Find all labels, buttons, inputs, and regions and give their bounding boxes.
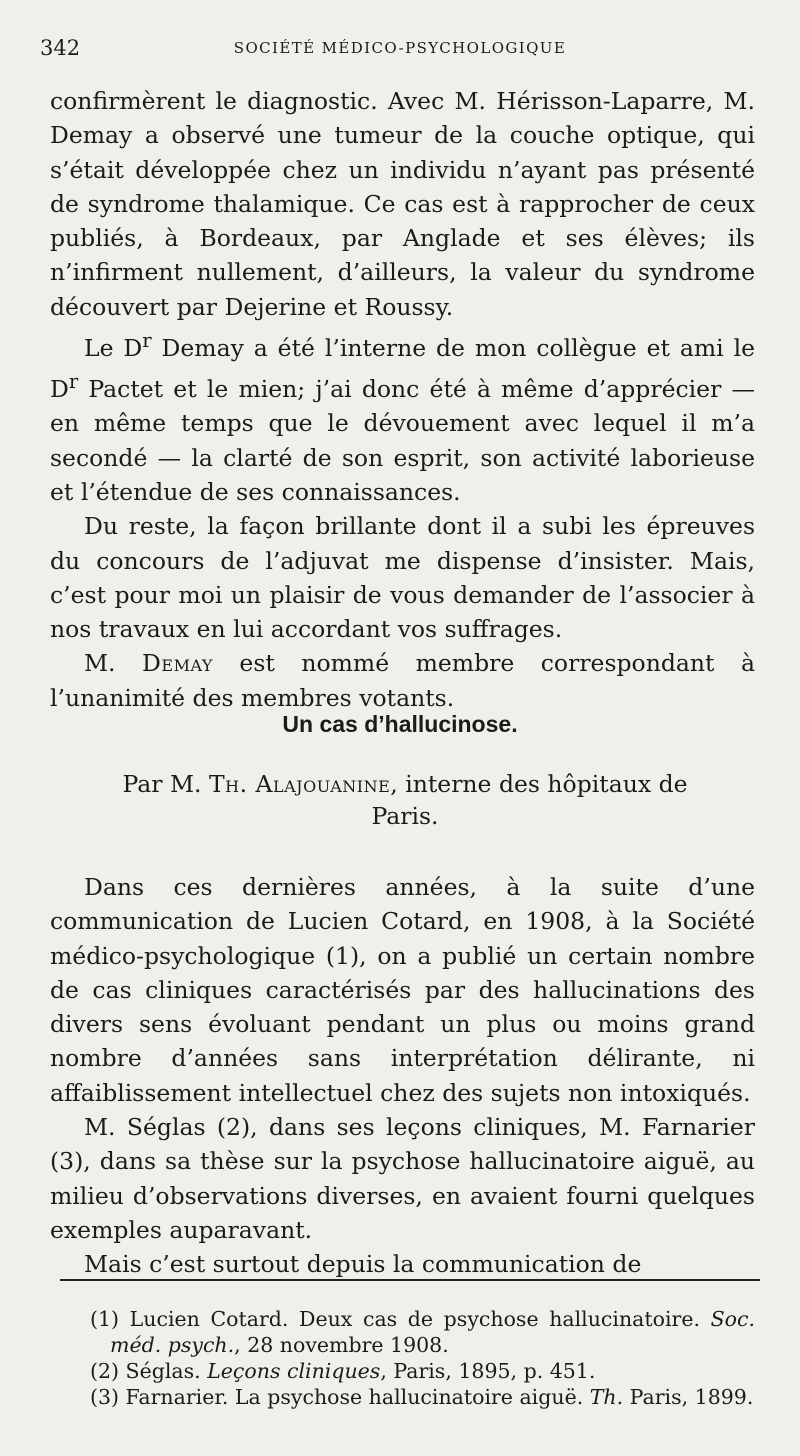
paragraph-concours: Du reste, la façon brillante dont il a subi les épreuves du concours de l’adjuvat me dispense d’insister. Mais, c’est pour moi un plaisir de vous demander de l’associer à nos travaux en lui accordant vos suffrages. <box>50 512 755 644</box>
running-head: SOCIÉTÉ MÉDICO-PSYCHOLOGIQUE <box>233 39 567 57</box>
author-name: Th. Alajouanine <box>208 770 391 798</box>
footnote-2: (2) Séglas. Leçons cliniques, Paris, 1895, p. 451. <box>90 1359 596 1383</box>
footnote-rule <box>60 1279 760 1281</box>
paragraph-seglas: M. Séglas (2), dans ses leçons cliniques, M. Farnarier (3), dans sa thèse sur la psychose hallucinatoire aiguë, au milieu d’observations diverses, en avaient fourni quelques exemples auparavant. <box>50 1113 755 1244</box>
paragraph-diagnostic: confirmèrent le diagnostic. Avec M. Hérisson-Laparre, M. Demay a observé une tumeur de la couche optique, qui s’était développée chez un individu n’ayant pas présenté de syndrome thalamique. Ce cas est à rapprocher de ceux publiés, à Bordeaux, par Anglade et ses élèves; ils n’infirment nullement, d’ailleurs, la valeur du syndrome découvert par Dejerine et Roussy. <box>50 87 755 321</box>
footnotes <box>90 1306 755 1410</box>
page-number: 342 <box>40 36 81 60</box>
page-header <box>40 36 760 66</box>
footnote-1: (1) Lucien Cotard. Deux cas de psychose hallucinatoire. Soc. méd. psych., 28 novembre 1908. <box>90 1307 755 1357</box>
article-title: Un cas d’hallucinose. <box>282 711 518 737</box>
preceding-section <box>50 84 755 715</box>
paragraph-election: M. Demay est nommé membre correspondant à l’unanimité des membres votants. <box>50 649 755 712</box>
paragraph-introduction: Dans ces dernières années, à la suite d’une communication de Lucien Cotard, en 1908, à la Société médico-psychologique (1), on a publié un certain nombre de cas cliniques caractérisés par des hallucinations des divers sens évoluant pendant un plus ou moins grand nombre d’années sans interprétation délirante, ni affaiblissement intellectuel chez des sujets non intoxiqués. <box>50 873 755 1107</box>
paragraph-continuation: Mais c’est surtout depuis la communication de <box>84 1250 642 1279</box>
article-body <box>50 870 755 1282</box>
article-byline: Par M. Th. Alajouanine, interne des hôpitaux de Paris. <box>122 770 688 830</box>
paragraph-demay-interne: Le $D^r$ Demay a été l’interne de mon collègue et ami le $D^r$ Pactet et le mien; j’ai donc été à même d’apprécier — en même temps que le dévouement avec lequel il m’a secondé — la clarté de son esprit, son activité laborieuse et l’étendue de ses connaissances. <box>50 329 755 506</box>
member-name: Demay <box>142 649 213 678</box>
footnote-3: (3) Farnarier. La psychose hallucinatoire aiguë. Th. Paris, 1899. <box>90 1385 754 1409</box>
